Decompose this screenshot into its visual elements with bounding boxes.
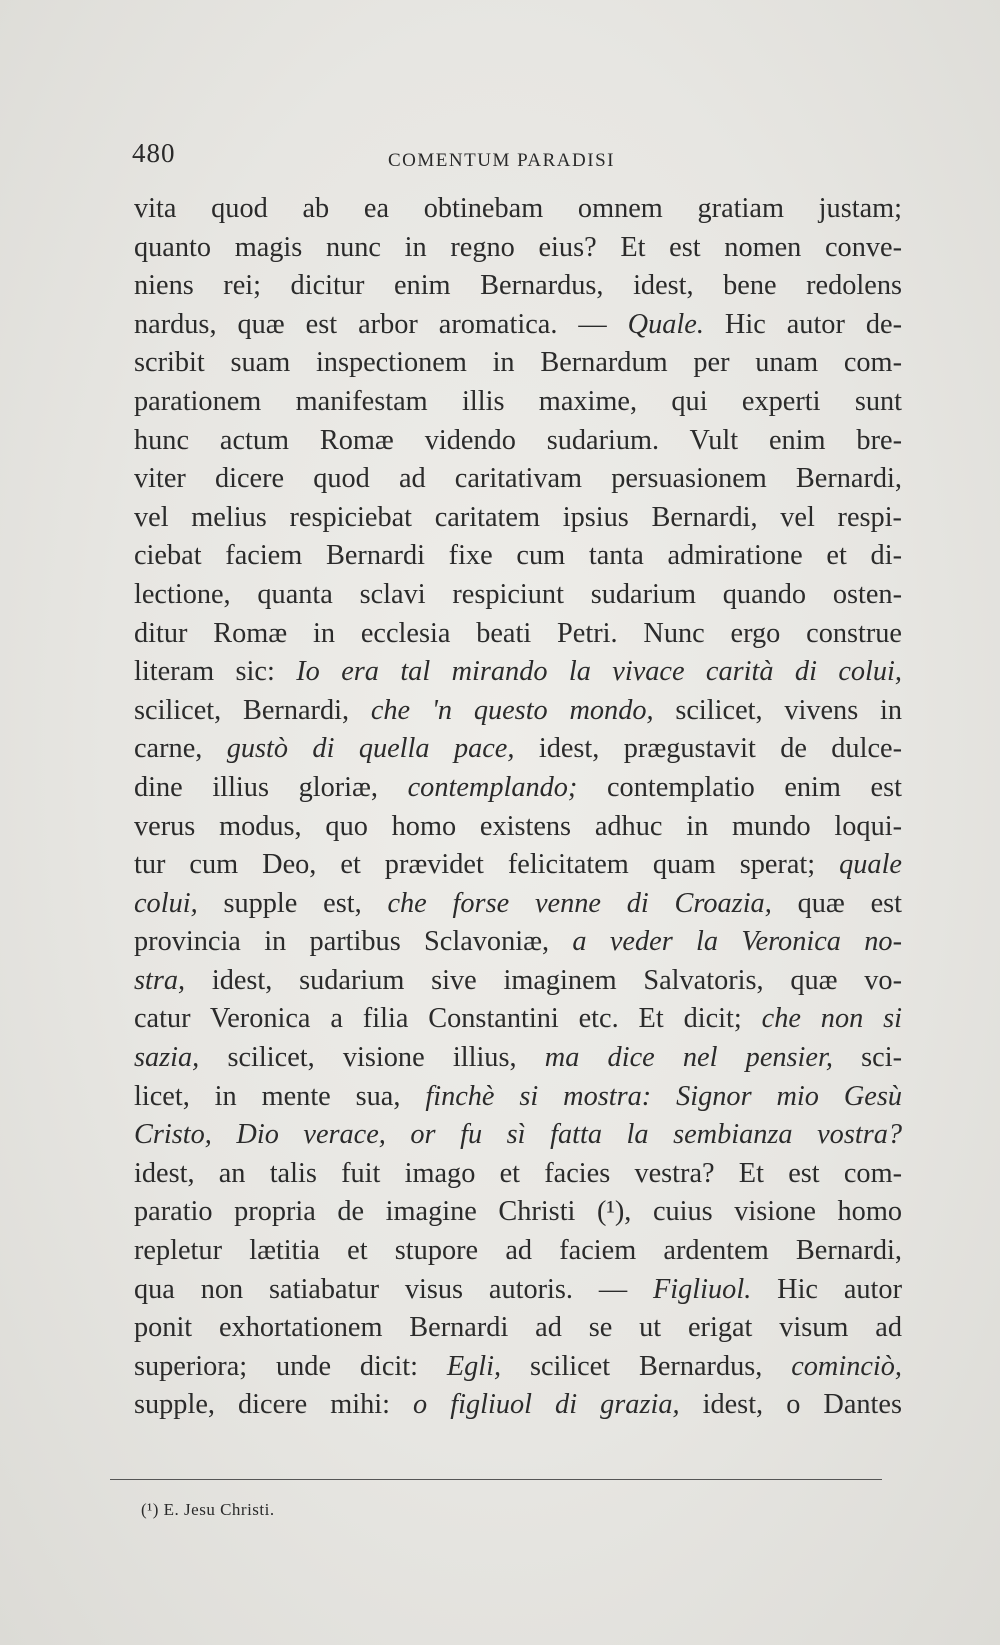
text-line [134, 1000, 902, 1039]
text-segment: scilicet, vivens in [653, 694, 902, 726]
text-line [134, 499, 902, 538]
text-segment: scilicet Bernardus, [501, 1350, 792, 1382]
text-segment: literam sic: [134, 656, 297, 688]
text-segment: provincia in partibus Sclavoniæ, [134, 926, 573, 958]
italic-segment: Cristo, Dio verace, or fu sì fatta la sembianza vostra? [134, 1119, 902, 1151]
italic-segment: finchè si mostra: Signor mio Gesù [425, 1080, 902, 1112]
text-segment: niens rei; dicitur enim Bernardus, idest, bene redolens [134, 270, 902, 302]
text-line [134, 962, 902, 1001]
text-segment: nardus, quæ est arbor aromatica. — [134, 308, 628, 340]
running-title: COMENTUM PARADISI [388, 150, 615, 171]
text-segment: idest, o Dantes [679, 1389, 902, 1421]
text-line [134, 1232, 902, 1271]
text-segment: supple est, [197, 887, 388, 919]
text-line [134, 383, 902, 422]
italic-segment: quale [839, 849, 902, 881]
italic-segment: che forse venne di Croazia, [387, 887, 772, 919]
text-line [134, 460, 902, 499]
italic-segment: Figliuol. [653, 1273, 752, 1305]
text-segment: hunc actum Romæ videndo sudarium. Vult enim bre- [134, 424, 902, 456]
text-segment: scilicet, visione illius, [199, 1042, 545, 1074]
text-line [134, 1155, 902, 1194]
text-line [134, 422, 902, 461]
italic-segment: che non si [761, 1003, 902, 1035]
text-line [134, 615, 902, 654]
text-line [134, 885, 902, 924]
text-line [134, 1193, 902, 1232]
text-segment: dine illius gloriæ, [134, 771, 408, 803]
text-segment: verus modus, quo homo existens adhuc in mundo loqui- [134, 810, 902, 842]
text-line [134, 1116, 902, 1155]
italic-segment: colui, [134, 887, 198, 919]
text-segment: contemplatio enim est [577, 771, 902, 803]
text-segment: ditur Romæ in ecclesia beati Petri. Nunc ergo construe [134, 617, 902, 649]
text-segment: scilicet, Bernardi, [134, 694, 371, 726]
text-segment: vel melius respiciebat caritatem ipsius Bernardi, vel respi- [134, 501, 902, 533]
text-segment: licet, in mente sua, [134, 1080, 426, 1112]
italic-segment: Io era tal mirando la vivace carità di colui, [296, 656, 902, 688]
text-line [134, 730, 902, 769]
text-line [134, 190, 902, 229]
italic-segment: stra, [134, 964, 186, 996]
footnote-text: E. Jesu Christi. [163, 1500, 275, 1519]
text-segment: idest, sudarium sive imaginem Salvatoris, quæ vo- [185, 964, 902, 996]
text-segment: lectione, quanta sclavi respiciunt sudarium quando osten- [134, 578, 902, 610]
text-segment: vita quod ab ea obtinebam omnem gratiam justam; [134, 193, 902, 224]
italic-segment: Egli, [446, 1350, 502, 1382]
footnote [141, 1500, 275, 1520]
text-segment: catur Veronica a filia Constantini etc. Et dicit; [134, 1003, 762, 1035]
footnote-rule [110, 1479, 882, 1480]
text-line [134, 1078, 902, 1117]
italic-segment: sazia, [134, 1042, 200, 1074]
text-segment: supple, dicere mihi: [134, 1389, 414, 1421]
text-segment: tur cum Deo, et prævidet felicitatem quam sperat; [134, 849, 840, 881]
text-line [134, 923, 902, 962]
text-line [134, 769, 902, 808]
text-line [134, 808, 902, 847]
footnote-marker: (¹) [141, 1500, 159, 1519]
text-line [134, 1271, 902, 1310]
text-line [134, 344, 902, 383]
text-segment: ponit exhortationem Bernardi ad se ut erigat visum ad [134, 1312, 902, 1344]
text-segment: repletur lætitia et stupore ad faciem ardentem Bernardi, [134, 1235, 902, 1267]
italic-segment: cominciò, [791, 1350, 902, 1382]
italic-segment: contemplando; [407, 771, 578, 803]
body-text [134, 190, 902, 1425]
text-segment: viter dicere quod ad caritativam persuasionem Bernardi, [134, 463, 902, 495]
text-segment: ciebat faciem Bernardi fixe cum tanta admiratione et di- [134, 540, 902, 572]
italic-segment: Quale. [627, 308, 704, 340]
text-segment: parationem manifestam illis maxime, qui experti sunt [134, 385, 902, 417]
italic-segment: ma dice nel pensier, [544, 1042, 833, 1074]
text-segment: quæ est [771, 887, 902, 919]
italic-segment: o figliuol di grazia, [413, 1389, 680, 1421]
text-line [134, 1039, 902, 1078]
page-number: 480 [132, 138, 176, 168]
text-segment: idest, an talis fuit imago et facies vestra? Et est com- [134, 1157, 902, 1189]
text-line [134, 846, 902, 885]
italic-segment: a veder la Veronica no- [572, 926, 902, 958]
text-line [134, 1309, 902, 1348]
text-line [134, 229, 902, 268]
text-segment: Hic autor [751, 1273, 902, 1305]
text-segment: paratio propria de imagine Christi (¹), cuius visione homo [134, 1196, 902, 1228]
text-segment: sci- [832, 1042, 903, 1074]
running-head [132, 138, 900, 178]
text-segment: scribit suam inspectionem in Bernardum per unam com- [134, 347, 902, 379]
text-segment: quanto magis nunc in regno eius? Et est nomen conve- [134, 231, 902, 263]
text-segment: superiora; unde dicit: [134, 1350, 447, 1382]
text-line [134, 537, 902, 576]
italic-segment: gustò di quella pace, [226, 733, 515, 765]
text-line [134, 306, 902, 345]
text-line [134, 267, 902, 306]
text-segment: carne, [134, 733, 227, 765]
text-segment: idest, prægustavit de dulce- [514, 733, 902, 765]
text-line [134, 653, 902, 692]
text-line [134, 692, 902, 731]
text-segment: qua non satiabatur visus autoris. — [134, 1273, 654, 1305]
italic-segment: che 'n questo mondo, [370, 694, 654, 726]
text-line [134, 1386, 902, 1425]
text-line [134, 576, 902, 615]
text-line [134, 1348, 902, 1387]
text-segment: Hic autor de- [703, 308, 902, 340]
